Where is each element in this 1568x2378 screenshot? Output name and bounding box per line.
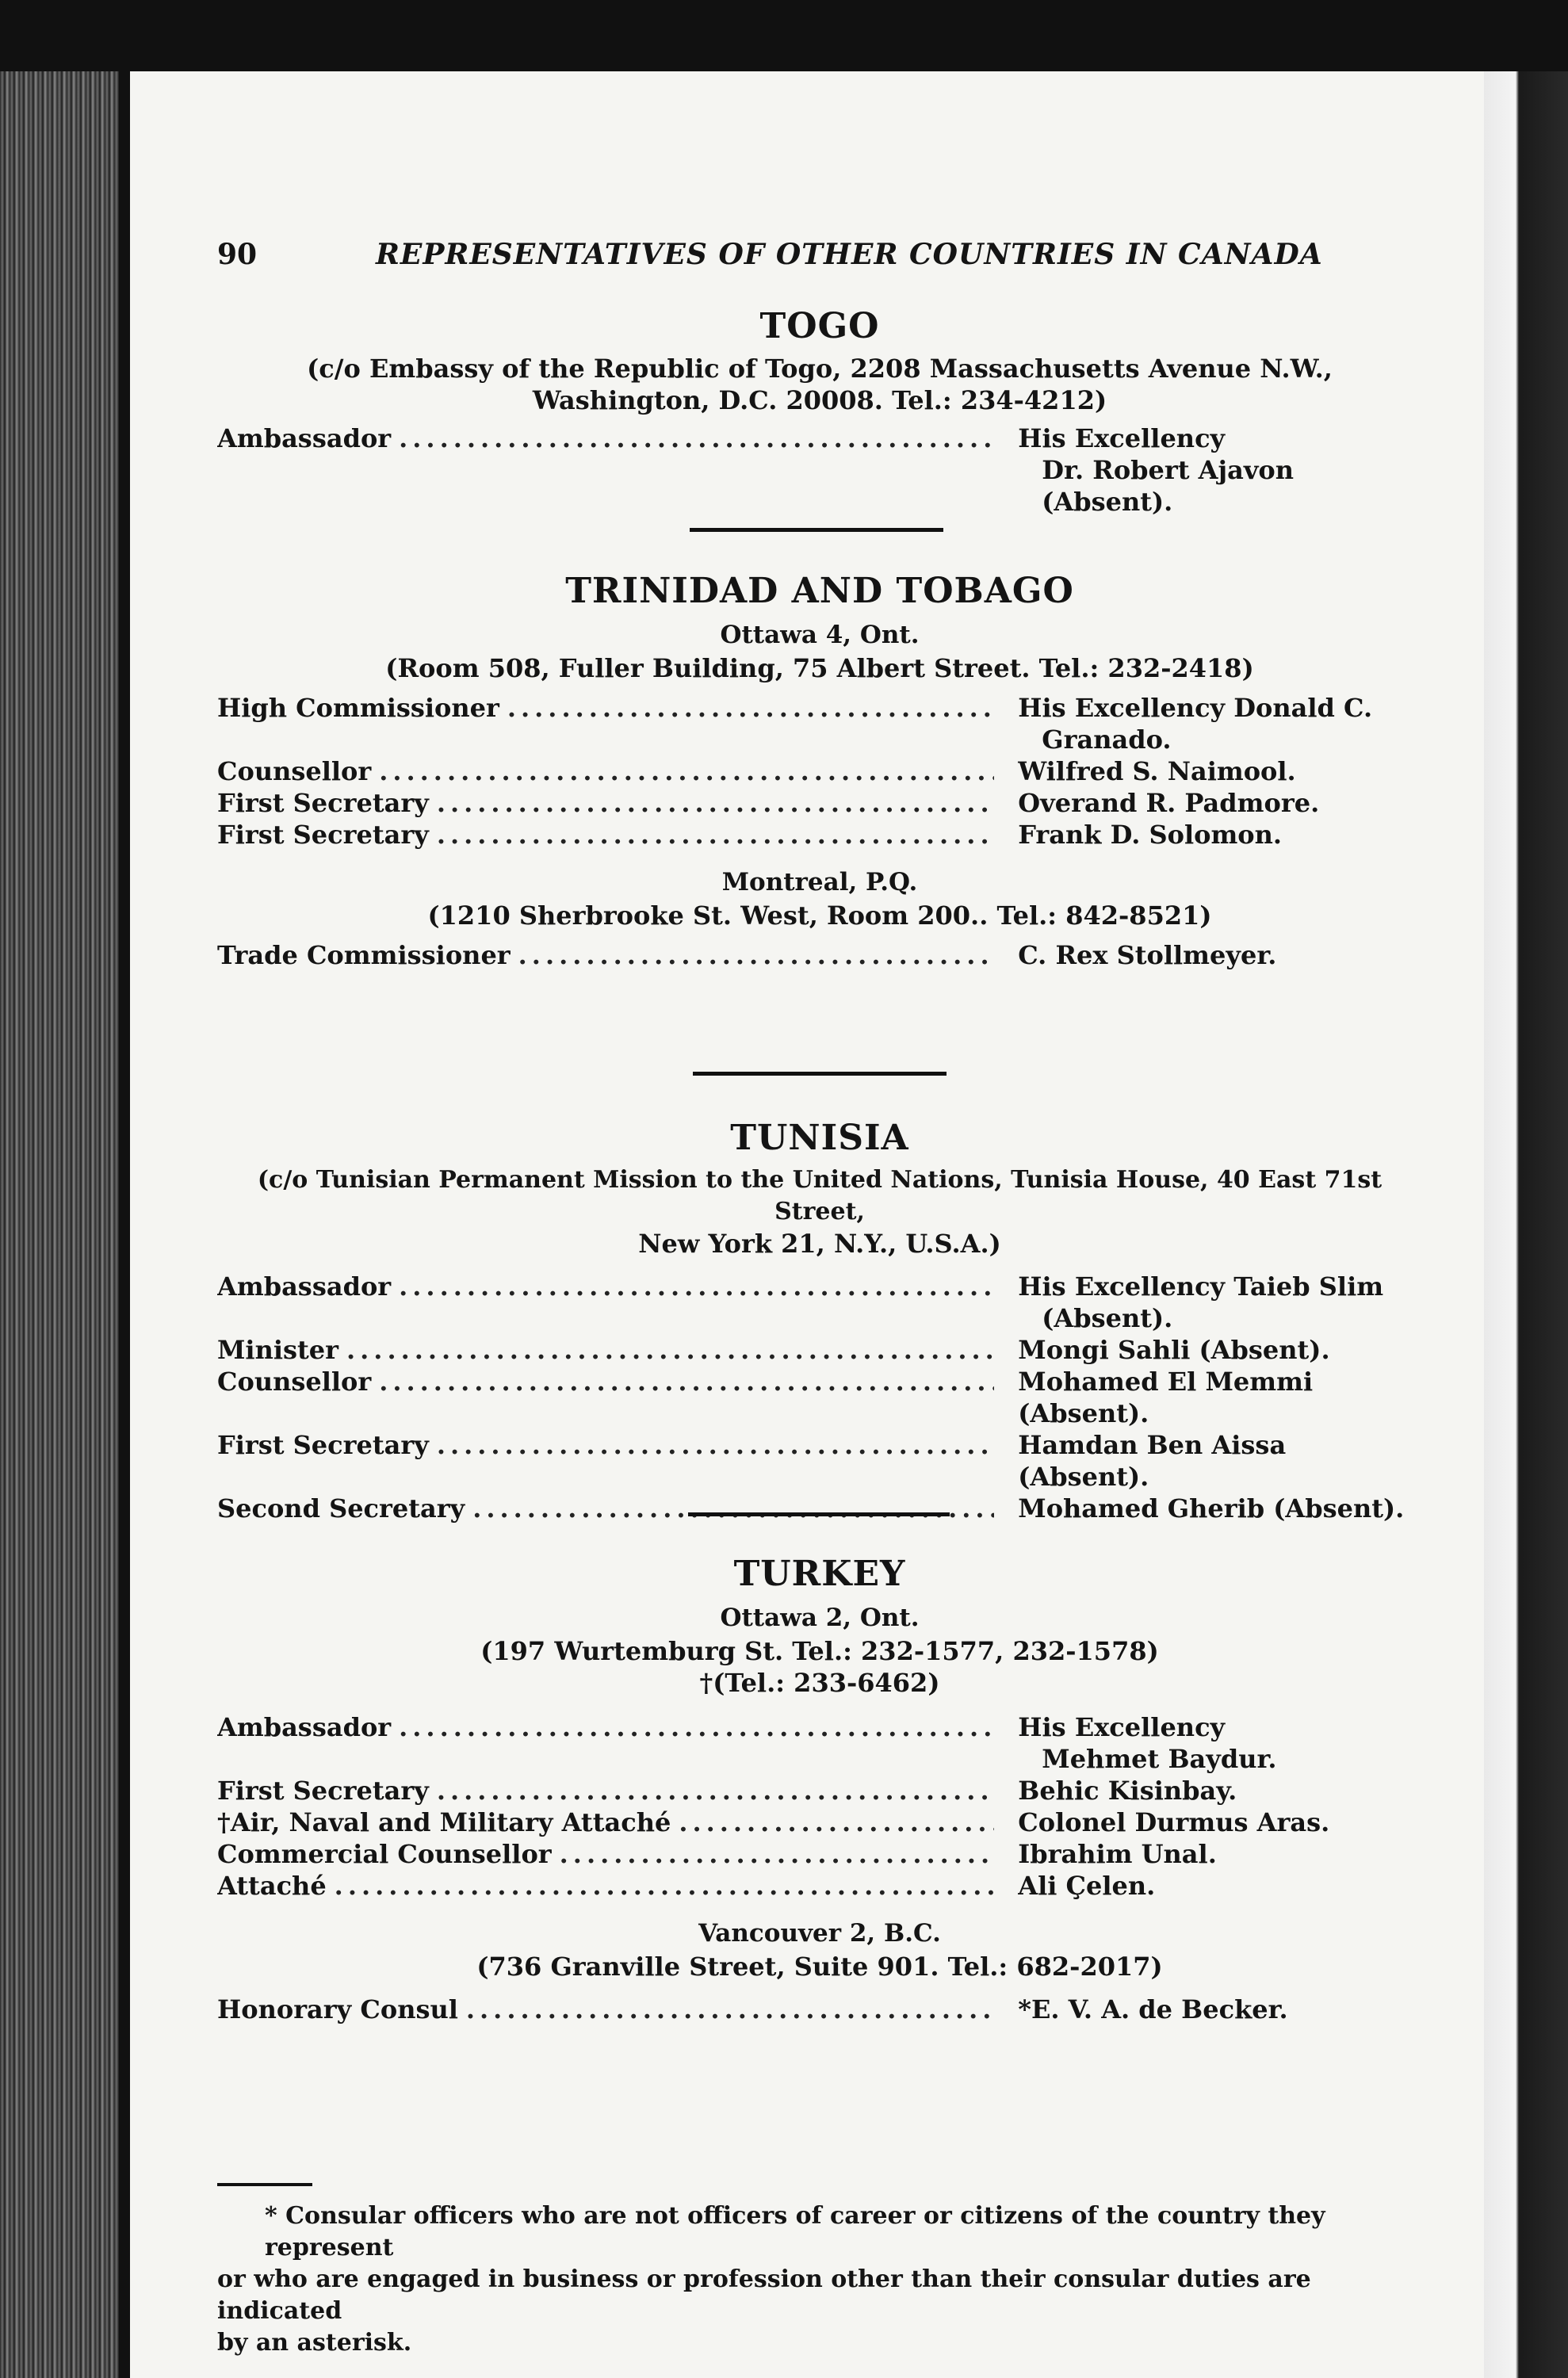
country-title-togo: TOGO [759,306,880,346]
entry-name-cont: (Absent). [1042,1303,1173,1333]
entry-name: His Excellency Taieb Slim [1018,1271,1384,1302]
leader-dots [466,1994,994,2025]
entry-title: Commercial Counsellor [217,1839,552,1869]
entry-row [217,787,1422,819]
entry-row [217,1493,1422,1524]
leader-dots [518,939,995,971]
book-gutter [119,71,130,2378]
turkey-vancouver-city: Vancouver 2, B.C. [698,1919,941,1948]
entry-row [217,1806,1422,1838]
entry-name: Colonel Durmus Aras. [1018,1807,1330,1837]
entry-name: Mongi Sahli (Absent). [1018,1335,1330,1365]
trinidad-montreal-city: Montreal, P.Q. [721,868,918,897]
entry-title: Ambassador [217,1271,392,1302]
leader-dots [399,422,994,454]
entry-title: First Secretary [217,820,429,850]
entry-name: Hamdan Ben Aissa (Absent). [1018,1430,1287,1492]
turkey-ottawa-address-attache: †(Tel.: 233-6462) [699,1668,940,1698]
entry-name: Ali Çelen. [1018,1871,1156,1901]
entry-row [217,819,1422,851]
trinidad-ottawa-entries [217,692,1422,851]
entry-name: His Excellency [1018,423,1226,453]
footnote [217,2200,1422,2359]
entry-row [217,755,1422,787]
entry-title: First Secretary [217,1430,429,1460]
turkey-ottawa-entries [217,1711,1422,1902]
running-head [217,238,1422,285]
entry-name: Behic Kisinbay. [1018,1776,1237,1806]
entry-row [217,1334,1422,1366]
page-content [217,71,1422,2378]
leader-dots [560,1838,995,1870]
entry-title: †Air, Naval and Military Attaché [217,1807,671,1837]
leader-dots [346,1334,994,1366]
footnote-line1: * Consular officers who are not officers of career or citizens of the country they represent [265,2202,1325,2261]
turkey-ottawa-address: (197 Wurtemburg St. Tel.: 232-1577, 232-1578) [480,1636,1159,1666]
leader-dots [437,819,994,851]
entry-title: Ambassador [217,423,392,453]
entry-row [217,1271,1422,1334]
entry-row [217,692,1422,755]
footnote-rule [217,2183,312,2186]
entry-title: Counsellor [217,1367,372,1397]
leader-dots [379,1366,994,1397]
entry-name-cont: Dr. Robert Ajavon (Absent). [1042,455,1295,517]
leader-dots [507,692,994,724]
entry-name: Overand R. Padmore. [1018,788,1320,818]
trinidad-montreal-entries [217,939,1422,971]
entry-title: Trade Commissioner [217,940,511,970]
entry-name-cont: Mehmet Baydur. [1042,1744,1277,1774]
section-turkey [217,1554,1422,2025]
entry-name: His Excellency Donald C. [1018,693,1373,723]
leader-dots [335,1870,995,1902]
entry-row [217,1775,1422,1806]
section-tunisia [217,1118,1422,1524]
leader-dots [399,1711,994,1743]
country-title-turkey: TURKEY [733,1554,906,1594]
entry-title: Honorary Consul [217,1994,458,2024]
country-title-trinidad: TRINIDAD AND TOBAGO [565,571,1074,611]
section-divider [693,1072,947,1076]
entry-title: High Commissioner [217,693,499,723]
entry-row [217,1994,1422,2025]
section-togo [217,306,1422,518]
entry-name: Mohamed El Memmi (Absent). [1018,1367,1314,1428]
togo-address-line2: Washington, D.C. 20008. Tel.: 234-4212) [532,385,1107,415]
leader-dots [437,1429,994,1461]
scan-top-border [0,0,1568,71]
entry-row [217,1870,1422,1902]
running-head-title: REPRESENTATIVES OF OTHER COUNTRIES IN CANADA [376,238,1323,271]
entry-name: Wilfred S. Naimool. [1018,756,1296,786]
entry-row [217,1429,1422,1493]
turkey-ottawa-city: Ottawa 2, Ont. [720,1604,920,1632]
country-title-tunisia: TUNISIA [730,1118,909,1158]
entry-row [217,1366,1422,1429]
section-divider [690,528,943,532]
trinidad-ottawa-address: (Room 508, Fuller Building, 75 Albert Street. Tel.: 232-2418) [385,653,1254,683]
entry-title: Counsellor [217,756,372,786]
footnote-line3: by an asterisk. [217,2329,412,2357]
turkey-vancouver-address: (736 Granville Street, Suite 901. Tel.: 682-2017) [476,1952,1163,1982]
book-page [130,71,1484,2378]
entry-row [217,1711,1422,1775]
entry-title: Ambassador [217,1712,392,1742]
footnote-line2: or who are engaged in business or profession other than their consular duties are indicated [217,2265,1311,2325]
togo-entries [217,422,1422,518]
section-divider [688,1512,950,1516]
entry-name: *E. V. A. de Becker. [1018,1994,1288,2024]
entry-title: Attaché [217,1871,327,1901]
trinidad-ottawa-city: Ottawa 4, Ont. [720,621,920,649]
leader-dots [379,755,994,787]
turkey-vancouver-entries [217,1994,1422,2025]
leader-dots [399,1271,994,1302]
entry-title: First Secretary [217,1776,429,1806]
entry-name: Frank D. Solomon. [1018,820,1283,850]
leader-dots [437,1775,994,1806]
entry-name: His Excellency [1018,1712,1226,1742]
entry-title: First Secretary [217,788,429,818]
page-number: 90 [217,238,258,271]
entry-title: Minister [217,1335,339,1365]
entry-name: Ibrahim Unal. [1018,1839,1217,1869]
togo-address-line1: (c/o Embassy of the Republic of Togo, 2208 Massachusetts Avenue N.W., [307,354,1333,384]
entry-row [217,422,1422,518]
entry-name-cont: Granado. [1042,724,1172,755]
leader-dots [472,1493,994,1524]
tunisia-entries [217,1271,1422,1524]
trinidad-montreal-address: (1210 Sherbrooke St. West, Room 200.. Tel.: 842-8521) [427,900,1212,931]
entry-row [217,939,1422,971]
page-right-edge [1484,71,1568,2378]
book-spine [0,71,119,2378]
entry-name: C. Rex Stollmeyer. [1018,940,1277,970]
entry-title: Second Secretary [217,1493,465,1524]
entry-name: Mohamed Gherib (Absent). [1018,1493,1405,1524]
leader-dots [437,787,994,819]
tunisia-address-line1: (c/o Tunisian Permanent Mission to the United Nations, Tunisia House, 40 East 71st Street, [257,1166,1383,1225]
entry-row [217,1838,1422,1870]
section-trinidad-and-tobago [217,571,1422,971]
tunisia-address-line2: New York 21, N.Y., U.S.A.) [638,1229,1001,1259]
leader-dots [679,1806,994,1838]
